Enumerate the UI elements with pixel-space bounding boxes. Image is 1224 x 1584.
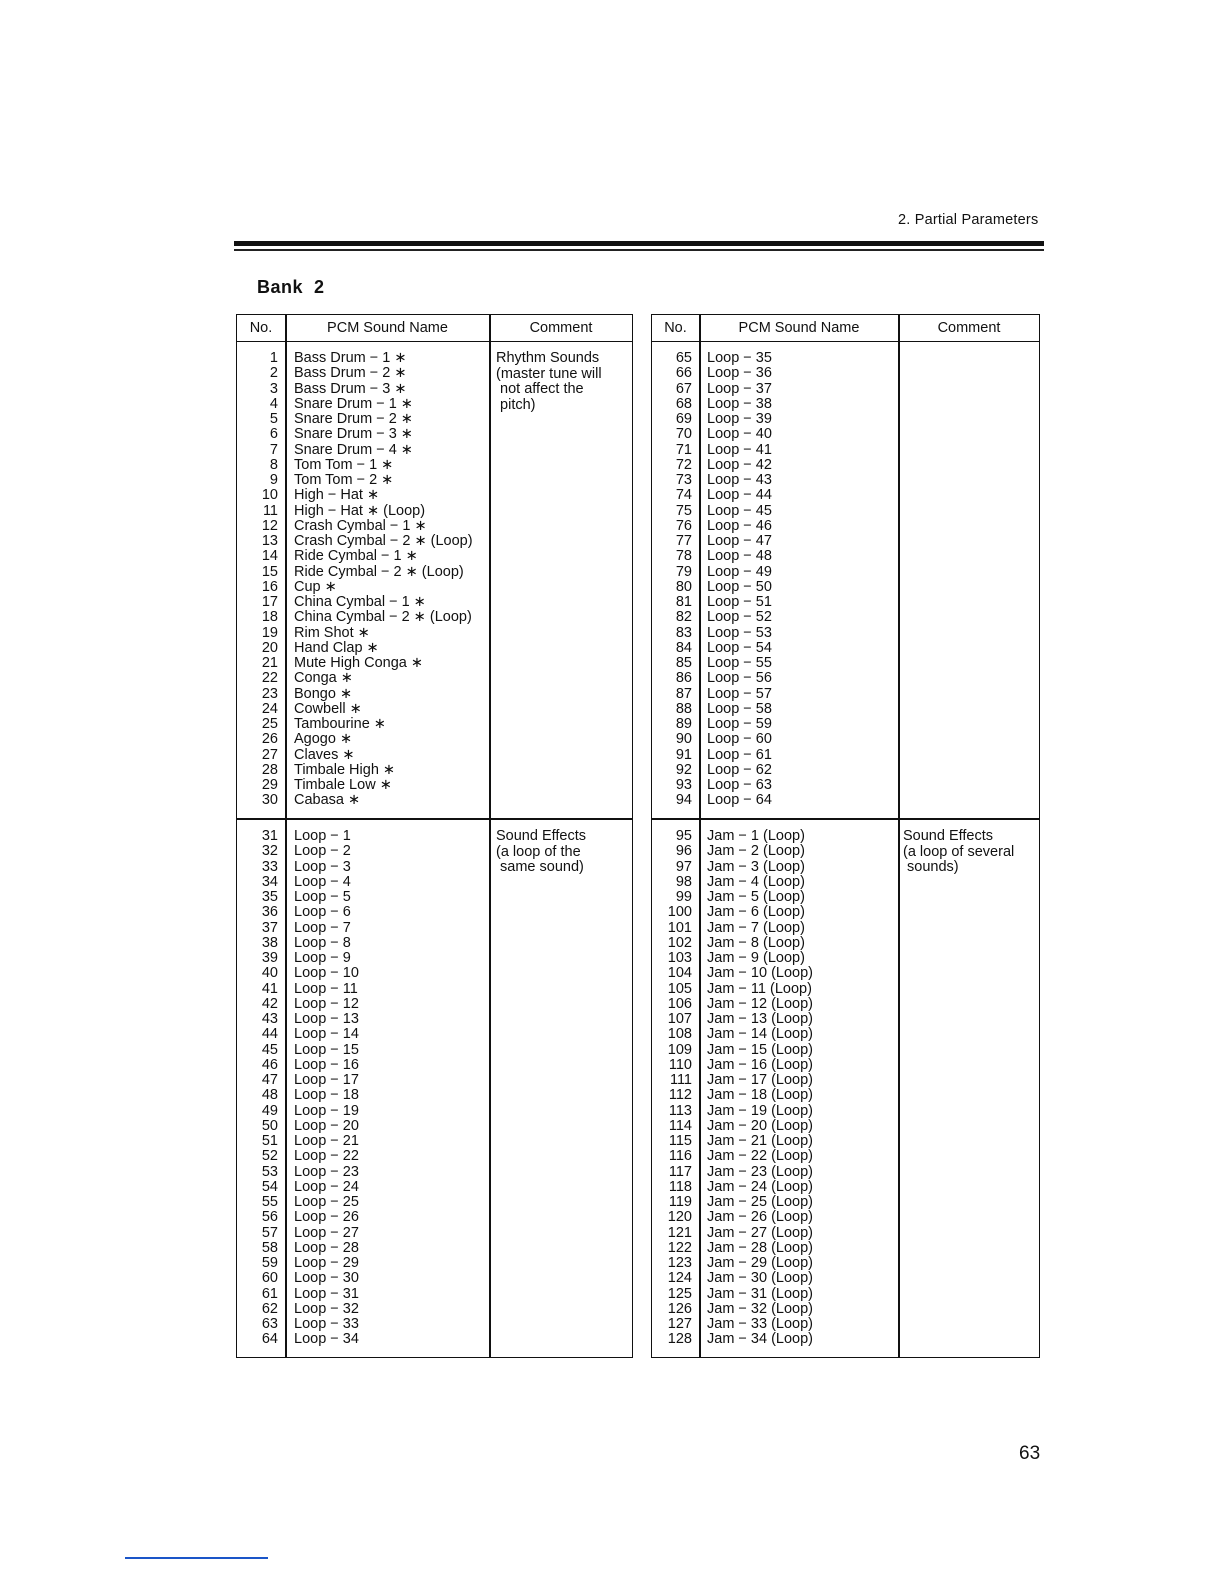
row-number: 94 <box>675 792 692 809</box>
row-number: 30 <box>261 792 278 809</box>
pcm-sound-name: Tom Tom − 1 ∗ <box>294 456 394 473</box>
row-number: 24 <box>261 700 278 717</box>
pcm-sound-name: Ride Cymbal − 2 ∗ (Loop) <box>294 563 464 580</box>
pcm-sound-name: Crash Cymbal − 1 ∗ <box>294 517 427 534</box>
pcm-sound-name: Loop − 33 <box>294 1316 359 1332</box>
row-number: 91 <box>675 746 692 763</box>
row-number: 110 <box>668 1056 692 1073</box>
pcm-sound-name: Loop − 15 <box>294 1041 359 1058</box>
group-separator <box>652 818 1039 820</box>
row-number: 4 <box>269 395 278 412</box>
row-number: 19 <box>261 624 278 641</box>
pcm-sound-name: Jam − 21 (Loop) <box>707 1133 813 1149</box>
section-header: 2. Partial Parameters <box>898 212 1039 228</box>
row-number: 112 <box>668 1087 692 1104</box>
pcm-sound-name: Jam − 28 (Loop) <box>707 1239 813 1256</box>
row-number: 74 <box>675 487 692 504</box>
comment-line: Sound Effects <box>903 828 994 844</box>
pcm-sound-name: Jam − 34 (Loop) <box>707 1331 813 1348</box>
pcm-sound-name: Loop − 1 <box>294 828 351 844</box>
pcm-sound-name: Hand Clap ∗ <box>294 639 379 656</box>
row-number: 21 <box>261 655 278 671</box>
row-number: 128 <box>667 1331 692 1348</box>
pcm-sound-name: Loop − 46 <box>707 517 772 534</box>
row-number: 122 <box>667 1239 692 1256</box>
row-number: 103 <box>667 950 692 966</box>
row-number: 38 <box>261 934 278 951</box>
row-number: 37 <box>261 919 278 936</box>
group-names <box>294 351 473 809</box>
pcm-sound-name: Jam − 12 (Loop) <box>707 995 813 1012</box>
row-number: 109 <box>667 1041 692 1058</box>
comment-line: pitch) <box>496 396 536 413</box>
row-number: 95 <box>675 828 692 844</box>
pcm-sound-name: Loop − 22 <box>294 1148 359 1165</box>
group-names <box>707 829 813 1348</box>
pcm-sound-name: Loop − 19 <box>294 1102 359 1119</box>
pcm-sound-name: Loop − 25 <box>294 1194 359 1210</box>
group-names <box>294 829 359 1348</box>
row-number: 47 <box>261 1072 278 1088</box>
header-comment: Comment <box>937 320 1001 336</box>
group-comment <box>496 351 602 413</box>
row-number: 29 <box>261 777 278 793</box>
row-number: 86 <box>675 670 692 687</box>
pcm-sound-name: Loop − 58 <box>707 700 772 717</box>
row-number: 82 <box>675 609 692 626</box>
row-number: 99 <box>675 889 692 905</box>
pcm-sound-name: Loop − 14 <box>294 1026 359 1043</box>
row-number: 64 <box>261 1331 278 1348</box>
pcm-sound-name: Jam − 22 (Loop) <box>707 1148 813 1165</box>
row-number: 48 <box>261 1087 278 1104</box>
pcm-sound-name: Loop − 7 <box>294 919 351 936</box>
row-number: 42 <box>261 995 278 1012</box>
row-number: 70 <box>675 426 692 443</box>
pcm-sound-name: Jam − 13 (Loop) <box>707 1011 813 1027</box>
pcm-sound-name: Jam − 11 (Loop) <box>707 980 812 997</box>
row-number: 25 <box>261 716 278 732</box>
pcm-sound-name: Jam − 15 (Loop) <box>707 1041 813 1058</box>
pcm-sound-name: Loop − 49 <box>707 563 772 580</box>
row-number: 34 <box>261 873 278 890</box>
pcm-sound-name: China Cymbal − 1 ∗ <box>294 594 426 610</box>
pcm-sound-name: Loop − 37 <box>707 380 772 397</box>
row-number: 35 <box>261 889 278 905</box>
row-number: 23 <box>261 685 278 702</box>
pcm-sound-name: Loop − 20 <box>294 1117 359 1134</box>
pcm-sound-name: Loop − 5 <box>294 889 351 905</box>
pcm-sound-name: Jam − 10 (Loop) <box>707 965 813 982</box>
row-number: 120 <box>667 1209 692 1226</box>
pcm-sound-name: Loop − 54 <box>707 639 772 656</box>
row-number: 123 <box>667 1255 692 1271</box>
row-number: 81 <box>675 594 692 610</box>
pcm-sound-name: Loop − 44 <box>707 487 772 504</box>
row-number: 68 <box>675 395 692 412</box>
row-number: 75 <box>675 502 692 519</box>
pcm-sound-name: Jam − 3 (Loop) <box>707 858 805 875</box>
pcm-sound-name: Conga ∗ <box>294 670 353 687</box>
row-number: 57 <box>261 1224 278 1241</box>
row-number: 20 <box>261 639 278 656</box>
group-comment <box>903 829 1014 876</box>
row-number: 46 <box>261 1056 278 1073</box>
row-number: 15 <box>261 563 278 580</box>
pcm-sound-name: Loop − 30 <box>294 1270 359 1287</box>
group-numbers <box>237 829 278 1348</box>
row-number: 60 <box>261 1270 278 1287</box>
row-number: 27 <box>261 746 278 763</box>
row-number: 124 <box>667 1270 692 1287</box>
footer-line <box>125 1557 268 1559</box>
pcm-sound-name: Loop − 61 <box>707 746 772 763</box>
pcm-sound-name: Loop − 56 <box>707 670 772 687</box>
row-number: 9 <box>269 472 278 488</box>
pcm-sound-name: Loop − 39 <box>707 411 772 427</box>
pcm-sound-name: Loop − 64 <box>707 792 772 809</box>
row-number: 63 <box>261 1316 278 1332</box>
row-number: 6 <box>269 426 278 443</box>
group-comment <box>496 829 586 876</box>
row-number: 98 <box>675 873 692 890</box>
comment-line: (a loop of several <box>903 843 1015 860</box>
pcm-sound-name: Jam − 29 (Loop) <box>707 1255 813 1271</box>
row-number: 108 <box>667 1026 692 1043</box>
row-number: 88 <box>675 700 692 717</box>
row-number: 79 <box>675 563 692 580</box>
row-number: 3 <box>269 380 278 397</box>
row-number: 80 <box>675 578 692 595</box>
pcm-sound-name: Loop − 48 <box>707 548 772 565</box>
pcm-sound-name: Tom Tom − 2 ∗ <box>294 472 394 488</box>
pcm-sound-name: Jam − 4 (Loop) <box>707 873 805 890</box>
row-number: 72 <box>675 456 692 473</box>
pcm-sound-name: Jam − 1 (Loop) <box>707 828 805 844</box>
row-number: 107 <box>667 1011 692 1027</box>
pcm-sound-name: Loop − 52 <box>707 609 772 626</box>
pcm-sound-name: Loop − 21 <box>294 1133 359 1149</box>
row-number: 97 <box>675 858 692 875</box>
pcm-sound-name: Jam − 2 (Loop) <box>707 843 805 860</box>
row-number: 53 <box>261 1163 278 1180</box>
pcm-sound-name: Loop − 27 <box>294 1224 359 1241</box>
header-no: No. <box>249 320 273 336</box>
pcm-sound-name: Bongo ∗ <box>294 685 353 702</box>
pcm-sound-name: Jam − 16 (Loop) <box>707 1056 813 1073</box>
pcm-sound-name: Jam − 5 (Loop) <box>707 889 805 905</box>
pcm-sound-name: Loop − 62 <box>707 761 772 778</box>
pcm-sound-name: Loop − 57 <box>707 685 772 702</box>
row-number: 113 <box>668 1102 692 1119</box>
row-number: 58 <box>261 1239 278 1256</box>
row-number: 28 <box>261 761 278 778</box>
row-number: 117 <box>668 1163 692 1180</box>
row-number: 50 <box>261 1117 278 1134</box>
pcm-sound-name: Jam − 17 (Loop) <box>707 1072 813 1088</box>
row-number: 92 <box>675 761 692 778</box>
row-number: 16 <box>261 578 278 595</box>
pcm-sound-name: Loop − 55 <box>707 655 772 671</box>
group-numbers <box>237 351 278 809</box>
row-number: 127 <box>667 1316 692 1332</box>
pcm-sound-name: Jam − 19 (Loop) <box>707 1102 813 1119</box>
pcm-sound-name: Snare Drum − 4 ∗ <box>294 441 413 458</box>
row-number: 106 <box>667 995 692 1012</box>
header-rule-thin <box>234 249 1044 251</box>
pcm-sound-name: Loop − 36 <box>707 365 772 382</box>
pcm-sound-name: Jam − 18 (Loop) <box>707 1087 813 1104</box>
pcm-sound-name: Bass Drum − 3 ∗ <box>294 380 407 397</box>
pcm-sound-name: Loop − 50 <box>707 578 772 595</box>
pcm-sound-name: Snare Drum − 1 ∗ <box>294 395 413 412</box>
bank-title: Bank 2 <box>257 277 325 297</box>
comment-line: (a loop of the <box>496 843 581 860</box>
row-number: 104 <box>667 965 692 982</box>
comment-line: same sound) <box>496 859 584 875</box>
pcm-sound-name: Snare Drum − 3 ∗ <box>294 426 413 443</box>
row-number: 43 <box>261 1011 278 1027</box>
comment-line: sounds) <box>903 859 959 875</box>
pcm-sound-name: Loop − 47 <box>707 533 772 549</box>
row-number: 61 <box>261 1285 278 1302</box>
pcm-sound-name: Loop − 2 <box>294 843 351 860</box>
row-number: 77 <box>675 533 692 549</box>
row-number: 111 <box>669 1072 692 1088</box>
pcm-sound-name: Loop − 41 <box>707 441 772 458</box>
row-number: 67 <box>675 380 692 397</box>
comment-line: not affect the <box>496 381 584 397</box>
pcm-sound-name: Loop − 45 <box>707 502 772 519</box>
pcm-sound-name: Jam − 8 (Loop) <box>707 934 805 951</box>
pcm-sound-name: Loop − 63 <box>707 777 772 793</box>
row-number: 10 <box>261 487 278 504</box>
row-number: 115 <box>668 1133 692 1149</box>
pcm-sound-name: Bass Drum − 1 ∗ <box>294 350 407 366</box>
comment-line: Rhythm Sounds <box>496 350 600 366</box>
row-number: 69 <box>675 411 692 427</box>
row-number: 87 <box>675 685 692 702</box>
row-number: 93 <box>675 777 692 793</box>
pcm-sound-name: Loop − 3 <box>294 858 351 875</box>
pcm-sound-name: Loop − 40 <box>707 426 772 443</box>
row-number: 126 <box>667 1300 692 1317</box>
pcm-sound-name: Loop − 35 <box>707 350 772 366</box>
pcm-sound-name: Rim Shot ∗ <box>294 624 370 641</box>
row-number: 116 <box>668 1148 692 1165</box>
row-number: 90 <box>675 731 692 748</box>
row-number: 51 <box>261 1133 278 1149</box>
pcm-sound-name: Jam − 14 (Loop) <box>707 1026 813 1043</box>
pcm-sound-name: Jam − 25 (Loop) <box>707 1194 813 1210</box>
row-number: 31 <box>261 828 278 844</box>
row-number: 56 <box>261 1209 278 1226</box>
pcm-sound-name: Jam − 6 (Loop) <box>707 904 805 921</box>
header-no: No. <box>664 320 687 336</box>
row-number: 66 <box>675 365 692 382</box>
row-number: 54 <box>261 1178 278 1195</box>
row-number: 84 <box>675 639 692 656</box>
pcm-sound-name: Loop − 8 <box>294 934 351 951</box>
group-names <box>707 351 772 809</box>
row-number: 96 <box>675 843 692 860</box>
row-number: 14 <box>261 548 278 565</box>
pcm-sound-name: Jam − 24 (Loop) <box>707 1178 813 1195</box>
pcm-sound-name: Cup ∗ <box>294 578 337 595</box>
pcm-sound-name: Loop − 12 <box>294 995 359 1012</box>
comment-line: Sound Effects <box>496 828 587 844</box>
row-number: 121 <box>667 1224 692 1241</box>
row-number: 89 <box>675 716 692 732</box>
row-number: 45 <box>261 1041 278 1058</box>
pcm-sound-name: Loop − 26 <box>294 1209 359 1226</box>
row-number: 101 <box>667 919 692 936</box>
pcm-sound-name: Loop − 24 <box>294 1178 359 1195</box>
row-number: 83 <box>675 624 692 641</box>
pcm-table-right <box>651 314 1040 1358</box>
row-number: 114 <box>668 1117 692 1134</box>
pcm-sound-name: Cowbell ∗ <box>294 700 362 717</box>
row-number: 100 <box>667 904 692 921</box>
pcm-sound-name: Loop − 17 <box>294 1072 359 1088</box>
row-number: 55 <box>261 1194 278 1210</box>
pcm-sound-name: Loop − 23 <box>294 1163 359 1180</box>
row-number: 18 <box>261 609 278 626</box>
row-number: 52 <box>261 1148 278 1165</box>
pcm-table-left <box>236 314 633 1358</box>
pcm-sound-name: Loop − 42 <box>707 456 772 473</box>
pcm-sound-name: Loop − 38 <box>707 395 772 412</box>
pcm-sound-name: Crash Cymbal − 2 ∗ (Loop) <box>294 533 473 549</box>
group-numbers <box>652 829 692 1348</box>
row-number: 39 <box>261 950 278 966</box>
pcm-sound-name: Loop − 53 <box>707 624 772 641</box>
pcm-sound-name: Jam − 9 (Loop) <box>707 950 805 966</box>
pcm-sound-name: Loop − 9 <box>294 950 351 966</box>
row-number: 1 <box>269 350 278 366</box>
pcm-sound-name: Snare Drum − 2 ∗ <box>294 411 413 427</box>
row-number: 5 <box>269 411 278 427</box>
row-number: 76 <box>675 517 692 534</box>
row-number: 13 <box>261 533 278 549</box>
pcm-sound-name: Loop − 43 <box>707 472 772 488</box>
pcm-sound-name: Mute High Conga ∗ <box>294 655 424 671</box>
row-number: 32 <box>261 843 278 860</box>
row-number: 71 <box>675 441 692 458</box>
row-number: 59 <box>261 1255 278 1271</box>
pcm-sound-name: Claves ∗ <box>294 746 355 763</box>
row-number: 36 <box>261 904 278 921</box>
header-pcm-sound-name: PCM Sound Name <box>327 320 448 336</box>
row-number: 73 <box>675 472 692 488</box>
pcm-sound-name: Loop − 16 <box>294 1056 359 1073</box>
row-number: 33 <box>261 858 278 875</box>
pcm-sound-name: Tambourine ∗ <box>294 716 386 732</box>
pcm-sound-name: Jam − 33 (Loop) <box>707 1316 813 1332</box>
pcm-sound-name: Jam − 7 (Loop) <box>707 919 805 936</box>
pcm-sound-name: Jam − 30 (Loop) <box>707 1270 813 1287</box>
row-number: 78 <box>675 548 692 565</box>
row-number: 26 <box>261 731 278 748</box>
row-number: 11 <box>262 502 278 519</box>
group-separator <box>237 818 632 820</box>
row-number: 44 <box>261 1026 278 1043</box>
row-number: 8 <box>269 456 278 473</box>
row-number: 12 <box>261 517 278 534</box>
pcm-sound-name: Timbale High ∗ <box>294 761 396 778</box>
pcm-sound-name: Jam − 31 (Loop) <box>707 1285 813 1302</box>
row-number: 105 <box>667 980 692 997</box>
header-rule-thick <box>234 241 1044 246</box>
header-pcm-sound-name: PCM Sound Name <box>738 320 860 336</box>
pcm-sound-name: Jam − 20 (Loop) <box>707 1117 813 1134</box>
pcm-sound-name: Loop − 10 <box>294 965 359 982</box>
row-number: 40 <box>261 965 278 982</box>
header-comment: Comment <box>529 320 593 336</box>
pcm-sound-name: Jam − 32 (Loop) <box>707 1300 813 1317</box>
row-number: 119 <box>668 1194 692 1210</box>
row-number: 102 <box>667 934 692 951</box>
row-number: 41 <box>261 980 278 997</box>
row-number: 125 <box>667 1285 692 1302</box>
pcm-sound-name: Timbale Low ∗ <box>294 777 392 793</box>
row-number: 17 <box>261 594 278 610</box>
pcm-sound-name: Loop − 59 <box>707 716 772 732</box>
page-number: 63 <box>1019 1443 1041 1464</box>
pcm-sound-name: Loop − 6 <box>294 904 351 921</box>
pcm-sound-name: Loop − 51 <box>707 594 772 610</box>
pcm-sound-name: Loop − 4 <box>294 873 351 890</box>
pcm-sound-name: Agogo ∗ <box>294 731 353 748</box>
pcm-sound-name: Loop − 32 <box>294 1300 359 1317</box>
pcm-sound-name: Bass Drum − 2 ∗ <box>294 365 407 382</box>
pcm-sound-name: Loop − 28 <box>294 1239 359 1256</box>
pcm-sound-name: Loop − 34 <box>294 1331 359 1348</box>
pcm-sound-name: Loop − 31 <box>294 1285 359 1302</box>
row-number: 22 <box>261 670 278 687</box>
pcm-sound-name: High − Hat ∗ <box>294 487 380 504</box>
row-number: 49 <box>261 1102 278 1119</box>
row-number: 65 <box>675 350 692 366</box>
pcm-sound-name: Loop − 18 <box>294 1087 359 1104</box>
pcm-sound-name: Loop − 29 <box>294 1255 359 1271</box>
row-number: 2 <box>269 365 278 382</box>
row-number: 7 <box>269 441 278 458</box>
row-number: 118 <box>668 1178 692 1195</box>
pcm-sound-name: High − Hat ∗ (Loop) <box>294 502 426 519</box>
row-number: 85 <box>675 655 692 671</box>
pcm-sound-name: Jam − 27 (Loop) <box>707 1224 813 1241</box>
pcm-sound-name: Cabasa ∗ <box>294 792 361 809</box>
group-numbers <box>652 351 692 809</box>
pcm-sound-name: Ride Cymbal − 1 ∗ <box>294 548 418 565</box>
row-number: 62 <box>261 1300 278 1317</box>
pcm-sound-name: Loop − 11 <box>294 980 358 997</box>
comment-line: (master tune will <box>496 365 602 382</box>
pcm-sound-name: Jam − 23 (Loop) <box>707 1163 813 1180</box>
pcm-sound-name: China Cymbal − 2 ∗ (Loop) <box>294 609 472 626</box>
pcm-sound-name: Jam − 26 (Loop) <box>707 1209 813 1226</box>
pcm-sound-name: Loop − 13 <box>294 1011 359 1027</box>
pcm-sound-name: Loop − 60 <box>707 731 772 748</box>
